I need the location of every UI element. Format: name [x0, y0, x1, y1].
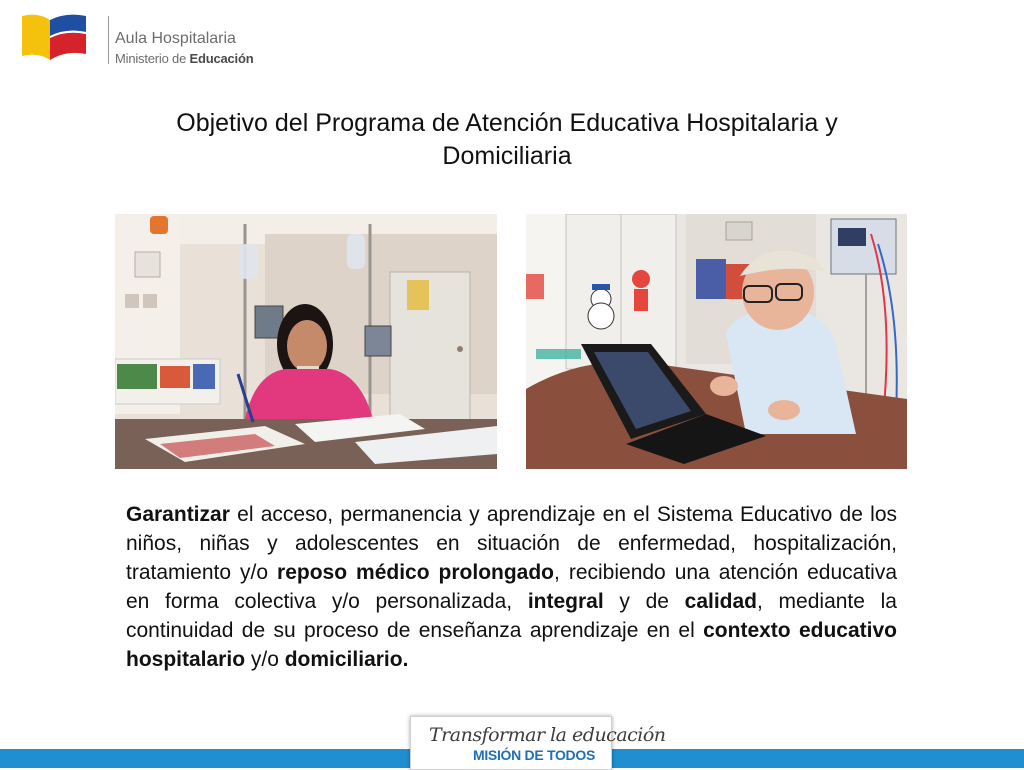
logo-title: Aula Hospitalaria [115, 30, 236, 47]
ecuador-flag-logo-icon [20, 10, 90, 66]
body-text-segment: , mediante la continuidad de su proceso de enseñanza aprendizaje en el [126, 590, 897, 642]
slogan-line1: Transformar la educación [429, 724, 666, 746]
body-text-segment: y/o [245, 648, 285, 671]
emphasis-text: calidad [684, 590, 758, 613]
logo-divider [108, 16, 109, 64]
body-text-segment: el acceso, permanencia y aprendizaje en el Sistema Educativo de los niños, niñas y adolescentes en situación de enfermedad, hospitalización, tratamiento y/o [126, 503, 897, 584]
body-text-segment: y de [603, 590, 685, 613]
photo-boy-laptop [526, 214, 907, 469]
emphasis-text: Garantizar [126, 503, 230, 526]
logo-subtitle [115, 51, 253, 66]
emphasis-text: contexto educativo hospitalario [126, 619, 897, 671]
slogan-line2: MISIÓN DE TODOS [472, 747, 595, 763]
logo [20, 10, 254, 70]
photo-woman-studying [115, 214, 497, 469]
emphasis-text: integral [527, 590, 604, 613]
slogan-box [410, 716, 666, 770]
logo-subtitle-prefix: Ministerio de [115, 51, 190, 66]
page-title: Objetivo del Programa de Atención Educativa Hospitalaria y Domiciliaria [176, 109, 838, 170]
emphasis-text: domiciliario. [284, 648, 409, 671]
emphasis-text: reposo médico prolongado [277, 561, 555, 584]
objective-paragraph [126, 500, 897, 674]
body-text-segment: , recibiendo una atención educativa en forma colectiva y/o personalizada, [126, 561, 898, 613]
logo-subtitle-bold: Educación [189, 51, 254, 66]
